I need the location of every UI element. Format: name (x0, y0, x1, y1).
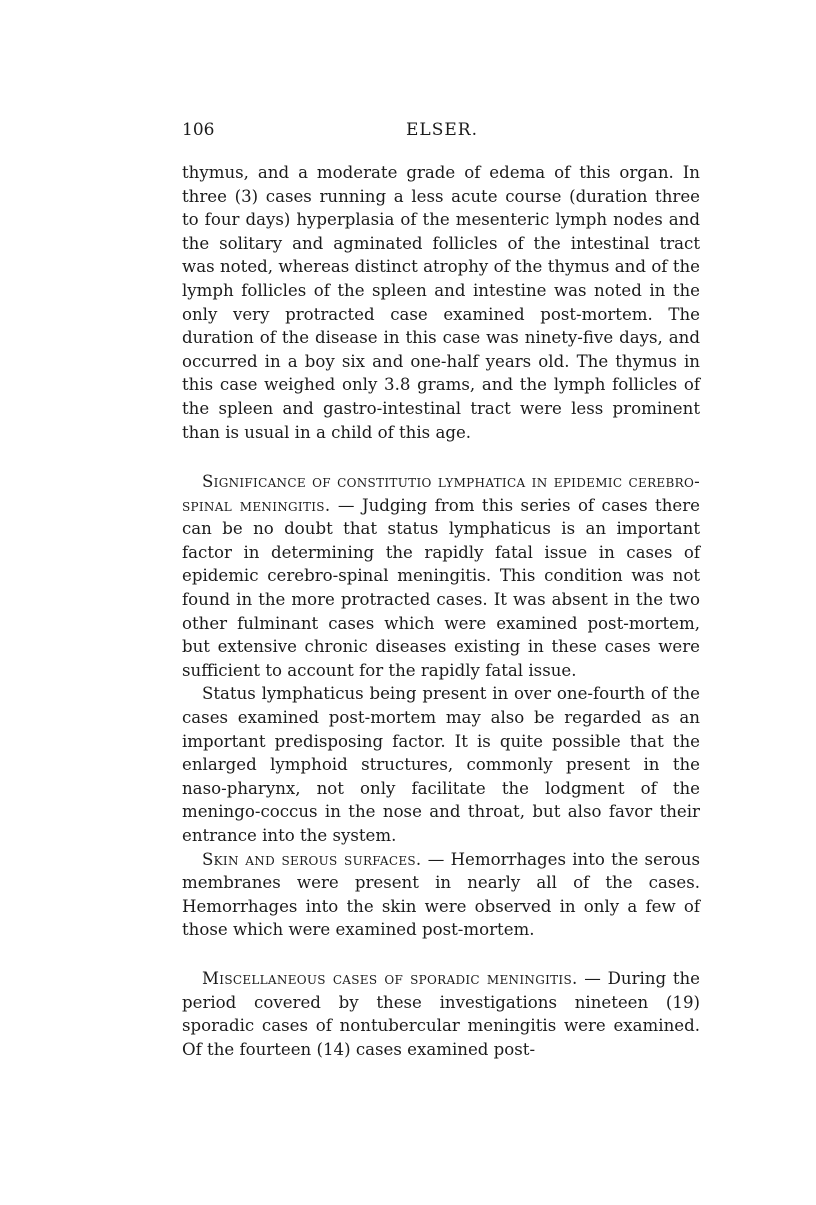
paragraph-sporadic-meningitis (182, 967, 700, 1061)
paragraph-skin-serous (182, 848, 700, 942)
text-block-thymus (182, 161, 700, 444)
heading-dash: — (577, 969, 608, 988)
running-head (182, 117, 702, 143)
text-block-status-lymphaticus (182, 470, 700, 942)
paragraph-predisposing-factor: Status lymphaticus being present in over one-fourth of the cases examined post-mortem may also be regarded as an important predisposing factor. It is quite possible that the enlarged lymphoid structures, commonly present in the naso-pharynx, not only facilitate the lodgment of the meningo-coccus in the nose and throat, but also favor their entrance into the system. (182, 684, 700, 845)
paragraph-significance (182, 470, 700, 682)
paragraph-skin-serous-body: Hemorrhages into the serous membranes were present in nearly all of the cases. Hemorrhages into the skin were observed in only a few of those which were examined post-mortem. (182, 849, 700, 940)
paragraph-significance-body: Judging from this series of cases there can be no doubt that status lymphaticus is an important factor in determining the rapidly fatal issue in cases of epidemic cerebro-spinal meningitis. This condition was not found in the more protracted cases. It was absent in the two other fulminant cases which were examined post-mortem, but extensive chronic diseases existing in these cases were sufficient to account for the rapidly fatal issue. (182, 495, 700, 680)
heading-dash: — (330, 495, 362, 515)
heading-dash: — (421, 849, 451, 869)
paragraph-sporadic-body: During the period covered by these investigations nineteen (19) sporadic cases of nontubercular meningitis were examined. Of the fourteen (14) cases examined post- (182, 969, 700, 1059)
section-heading-skin-serous: Skin and serous surfaces. (202, 849, 422, 869)
paragraph-thymus-findings: thymus, and a moderate grade of edema of this organ. In three (3) cases running a less acute course (duration three to four days) hyperplasia of the mesenteric lymph nodes and the solitary and agminated follicles of the intestinal tract was noted, whereas distinct atrophy of the thymus and of the lymph follicles of the spleen and intestine was noted in the only very protracted case examined post-mortem. The duration of the disease in this case was ninety-five days, and occurred in a boy six and one-half years old. The thymus in this case weighed only 3.8 grams, and the lymph follicles of the spleen and gastro-intestinal tract were less prominent than is usual in a child of this age. (182, 163, 700, 442)
section-heading-significance: Significance of constitutio lymphatica in epidemic cerebro-spinal meningitis. (182, 472, 700, 515)
running-title: ELSER. (406, 120, 478, 140)
text-block-sporadic (182, 967, 700, 1061)
page-number: 106 (182, 120, 215, 140)
section-heading-sporadic: Miscellaneous cases of sporadic meningitis. (202, 969, 578, 988)
